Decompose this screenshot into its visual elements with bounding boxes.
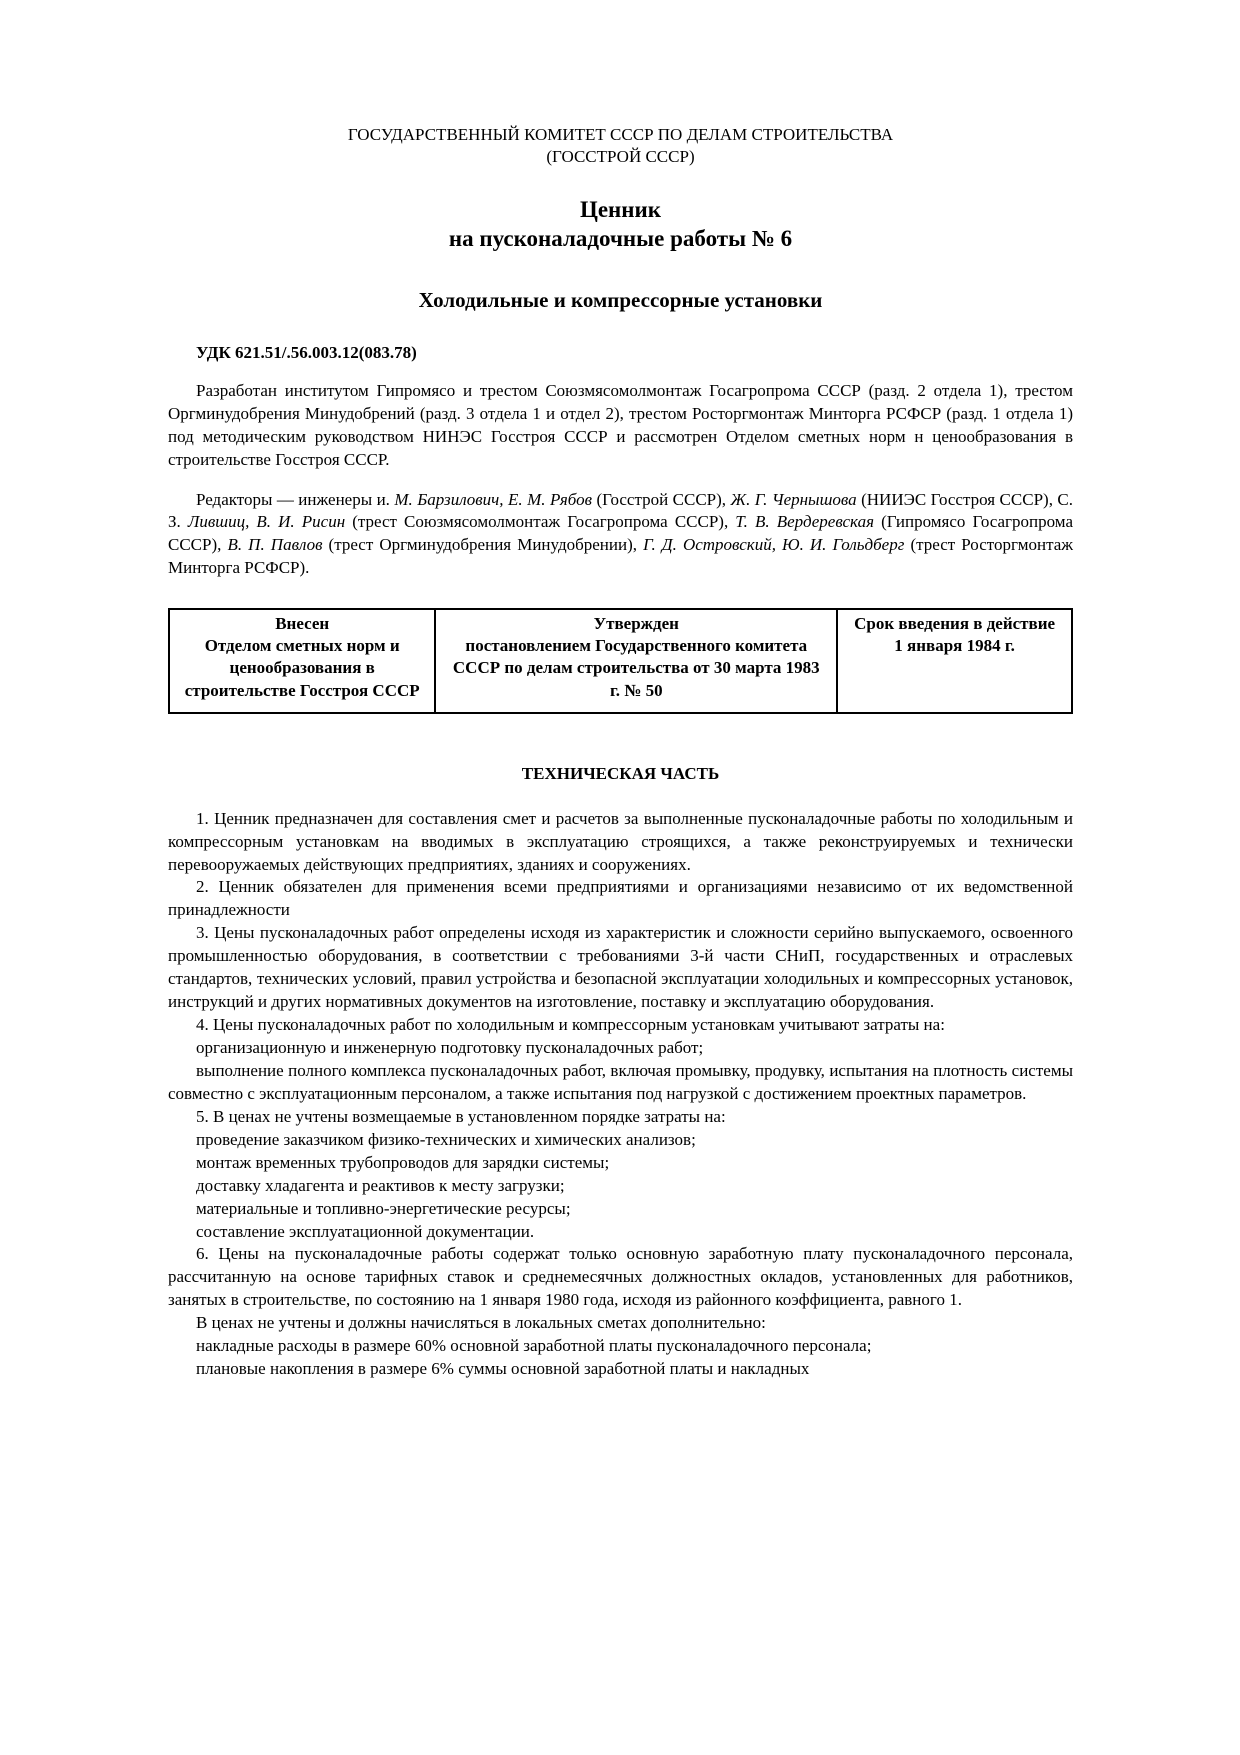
udk-code: УДК 621.51/.56.003.12(083.78) bbox=[196, 342, 417, 362]
approval-cell-submitted bbox=[169, 609, 435, 712]
editors-segment: (трест Союзмясомолмонтаж Госагропрома СССР), bbox=[345, 512, 736, 532]
editors-segment: (Гипромясо Госагропрома СССР), bbox=[168, 512, 1073, 555]
org-header-line1: ГОСУДАРСТВЕННЫЙ КОМИТЕТ СССР ПО ДЕЛАМ СТРОИТЕЛЬСТВА bbox=[347, 125, 894, 144]
doc-title-line2: на пусконаладочные работы № 6 bbox=[448, 226, 793, 252]
preamble-section bbox=[168, 380, 1073, 581]
tech-paragraph-4: 4. Цены пусконаладочных работ по холодильным и компрессорным установкам учитывают затраты на: bbox=[196, 1015, 945, 1035]
tech-paragraph-13: 6. Цены на пусконаладочные работы содержат только основную заработную плату пусконаладочного персонала, рассчитанную на основе тарифных ставок и среднемесячных должностных окладов, установленных для работников, занятых в строительстве, по состоянию на 1 января 1980 года, исходя из районного коэффициента, равного 1. bbox=[168, 1244, 1073, 1310]
technical-section-heading: ТЕХНИЧЕСКАЯ ЧАСТЬ bbox=[521, 763, 720, 783]
approval-table bbox=[168, 608, 1073, 713]
tech-paragraph-2: 2. Ценник обязателен для применения всеми предприятиями и организациями независимо от их ведомственной принадлежности bbox=[168, 877, 1073, 920]
editors-segment: Редакторы — инженеры и. bbox=[196, 489, 395, 509]
approved-rest: постановлением Государственного комитета СССР по делам строительства от 30 марта 1983 г. № 50 bbox=[452, 636, 820, 700]
tech-paragraph-1: 1. Ценник предназначен для составления смет и расчетов за выполненные пусконаладочные работы по холодильным и компрессорным установкам на вводимых в эксплуатацию строящихся, а также реконструируемых и технически перевооружаемых действующих предприятиях, зданиях и сооружениях. bbox=[168, 808, 1073, 874]
editors-name: Лившиц, В. И. Рисин bbox=[187, 512, 346, 532]
approval-cell-approved bbox=[435, 609, 837, 712]
editors-segment: (трест Росторгмонтаж Минторга РСФСР). bbox=[168, 535, 1073, 578]
doc-subtitle: Холодильные и компрессорные установки bbox=[418, 287, 823, 312]
tech-paragraph-11: материальные и топливно-энергетические ресурсы; bbox=[196, 1198, 571, 1218]
tech-paragraph-3: 3. Цены пусконаладочных работ определены исходя из характеристик и сложности серийно выпускаемого, освоенного промышленностью оборудования, в соответствии с требованиями 3-й части СНиП, государственных и отраслевых стандартов, технических условий, правил устройства и безопасной эксплуатации холодильных и компрессорных установок, инструкций и других нормативных документов на изготовление, поставку и эксплуатацию оборудования. bbox=[168, 923, 1073, 1012]
editors-name: М. Барзилович, Е. М. Рябов bbox=[394, 489, 593, 509]
approval-cell-effective: Срок введения в действие 1 января 1984 г. bbox=[837, 609, 1072, 712]
editors-name: Т. В. Вердеревская bbox=[735, 512, 874, 532]
approval-table-row bbox=[169, 609, 1072, 712]
doc-title-line1: Ценник bbox=[579, 196, 662, 222]
tech-paragraph-8: проведение заказчиком физико-технических и химических анализов; bbox=[196, 1129, 696, 1149]
org-header-line2: (ГОССТРОЙ СССР) bbox=[546, 147, 695, 167]
tech-paragraph-9: монтаж временных трубопроводов для зарядки системы; bbox=[196, 1152, 610, 1172]
paragraph-editors bbox=[168, 489, 1073, 581]
editors-name: В. П. Павлов bbox=[227, 535, 323, 555]
approved-line1: Утвержден bbox=[593, 614, 679, 634]
editors-name: Г. Д. Островский, Ю. И. Гольдберг bbox=[643, 535, 905, 555]
editors-name: Ж. Г. Чернышова bbox=[730, 489, 857, 509]
tech-paragraph-16: плановые накопления в размере 6% суммы основной заработной платы и накладных bbox=[196, 1359, 810, 1379]
paragraph-developed: Разработан институтом Гипромясо и трестом Союзмясомолмонтаж Госагропрома СССР (разд. 2 отдела 1), трестом Оргминудобрения Минудобрений (разд. 3 отдела 1 и отдел 2), трестом Росторгмонтаж Минторга РСФСР (разд. 1 отдела 1) под методическим руководством НИНЭС Госстроя СССР и рассмотрен Отделом сметных норм н ценообразования в строительстве Госстроя СССР. bbox=[168, 380, 1073, 469]
tech-paragraph-15: накладные расходы в размере 60% основной заработной платы пусконаладочного персонала; bbox=[196, 1336, 872, 1356]
editors-segment: (НИИЭС Госстроя СССР), С. З. bbox=[168, 489, 1073, 532]
tech-paragraph-14: В ценах не учтены и должны начисляться в локальных сметах дополнительно: bbox=[196, 1313, 766, 1333]
editors-segment: (Госстрой СССР), bbox=[592, 489, 731, 509]
tech-paragraph-6: выполнение полного комплекса пусконаладочных работ, включая промывку, продувку, испытания на плотность системы совместно с эксплуатационным персоналом, а также испытания под нагрузкой с достижением проектных параметров. bbox=[168, 1060, 1073, 1103]
tech-paragraph-12: составление эксплуатационной документации. bbox=[196, 1221, 535, 1241]
editors-segment: (трест Оргминудобрения Минудобрении), bbox=[322, 535, 644, 555]
technical-section-body bbox=[168, 808, 1073, 1381]
submitted-line1: Внесен bbox=[275, 614, 330, 634]
tech-paragraph-5: организационную и инженерную подготовку пусконаладочных работ; bbox=[196, 1038, 704, 1057]
submitted-rest: Отделом сметных норм и ценообразования в строительстве Госстроя СССР bbox=[184, 636, 420, 700]
doc-title bbox=[168, 195, 1073, 254]
org-header bbox=[168, 124, 1073, 169]
tech-paragraph-7: 5. В ценах не учтены возмещаемые в установленном порядке затраты на: bbox=[196, 1106, 726, 1126]
tech-paragraph-10: доставку хладагента и реактивов к месту загрузки; bbox=[196, 1175, 565, 1195]
